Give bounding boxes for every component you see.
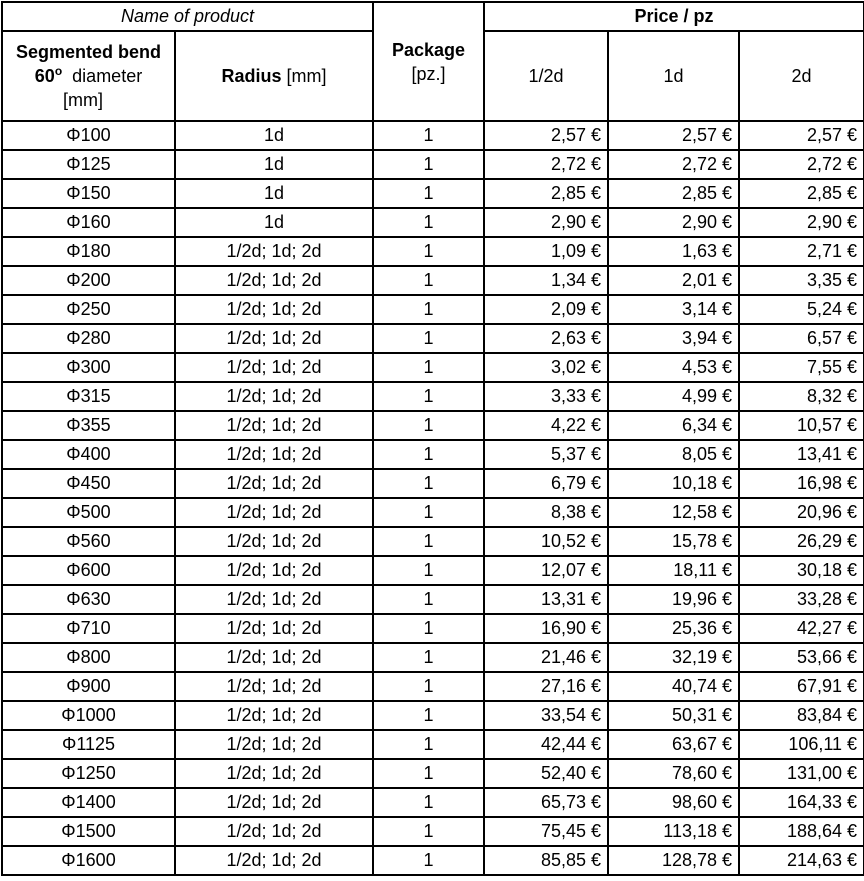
cell-radius: 1/2d; 1d; 2d <box>175 411 373 440</box>
cell-package: 1 <box>373 382 484 411</box>
package-header <box>373 2 484 121</box>
radius-label: Radius <box>221 66 282 86</box>
cell-radius: 1/2d; 1d; 2d <box>175 730 373 759</box>
cell-price-2d: 2,57 € <box>739 121 864 150</box>
cell-price-half: 21,46 € <box>484 643 608 672</box>
cell-price-half: 16,90 € <box>484 614 608 643</box>
cell-price-2d: 3,35 € <box>739 266 864 295</box>
cell-price-2d: 13,41 € <box>739 440 864 469</box>
cell-price-half: 27,16 € <box>484 672 608 701</box>
cell-radius: 1/2d; 1d; 2d <box>175 585 373 614</box>
cell-radius: 1/2d; 1d; 2d <box>175 440 373 469</box>
table-row <box>2 672 864 701</box>
cell-price-half: 42,44 € <box>484 730 608 759</box>
cell-price-1d: 10,18 € <box>608 469 739 498</box>
cell-diameter: Φ1500 <box>2 817 175 846</box>
cell-package: 1 <box>373 788 484 817</box>
cell-diameter: Φ150 <box>2 179 175 208</box>
cell-radius: 1/2d; 1d; 2d <box>175 498 373 527</box>
cell-price-2d: 42,27 € <box>739 614 864 643</box>
cell-price-2d: 2,71 € <box>739 237 864 266</box>
cell-package: 1 <box>373 237 484 266</box>
cell-price-1d: 128,78 € <box>608 846 739 875</box>
cell-package: 1 <box>373 208 484 237</box>
cell-price-1d: 2,72 € <box>608 150 739 179</box>
cell-diameter: Φ630 <box>2 585 175 614</box>
cell-diameter: Φ400 <box>2 440 175 469</box>
cell-diameter: Φ100 <box>2 121 175 150</box>
cell-price-2d: 2,85 € <box>739 179 864 208</box>
cell-price-1d: 2,85 € <box>608 179 739 208</box>
cell-price-1d: 25,36 € <box>608 614 739 643</box>
table-row <box>2 382 864 411</box>
cell-diameter: Φ1250 <box>2 759 175 788</box>
cell-price-half: 5,37 € <box>484 440 608 469</box>
cell-radius: 1/2d; 1d; 2d <box>175 237 373 266</box>
cell-package: 1 <box>373 585 484 614</box>
cell-package: 1 <box>373 295 484 324</box>
angle-value: 60 <box>34 66 55 86</box>
diameter-word: diameter <box>72 66 143 86</box>
cell-price-half: 13,31 € <box>484 585 608 614</box>
cell-diameter: Φ900 <box>2 672 175 701</box>
cell-radius: 1/2d; 1d; 2d <box>175 527 373 556</box>
cell-package: 1 <box>373 817 484 846</box>
table-row <box>2 730 864 759</box>
price-header: Price / pz <box>484 2 864 31</box>
cell-price-1d: 32,19 € <box>608 643 739 672</box>
cell-price-1d: 4,99 € <box>608 382 739 411</box>
table-row <box>2 208 864 237</box>
cell-price-1d: 113,18 € <box>608 817 739 846</box>
cell-price-1d: 6,34 € <box>608 411 739 440</box>
cell-price-1d: 98,60 € <box>608 788 739 817</box>
segmented-bend-label: Segmented bend <box>15 42 162 62</box>
cell-diameter: Φ180 <box>2 237 175 266</box>
cell-price-2d: 2,72 € <box>739 150 864 179</box>
cell-price-2d: 8,32 € <box>739 382 864 411</box>
cell-package: 1 <box>373 440 484 469</box>
cell-price-2d: 83,84 € <box>739 701 864 730</box>
table-row <box>2 498 864 527</box>
table-row <box>2 295 864 324</box>
cell-diameter: Φ280 <box>2 324 175 353</box>
table-row <box>2 846 864 875</box>
cell-package: 1 <box>373 556 484 585</box>
table-row <box>2 701 864 730</box>
degree-mark: o <box>54 64 63 78</box>
cell-price-1d: 18,11 € <box>608 556 739 585</box>
cell-package: 1 <box>373 527 484 556</box>
cell-price-half: 2,90 € <box>484 208 608 237</box>
cell-price-2d: 16,98 € <box>739 469 864 498</box>
radius-unit: [mm] <box>286 66 327 86</box>
cell-price-half: 1,34 € <box>484 266 608 295</box>
cell-price-1d: 3,94 € <box>608 324 739 353</box>
cell-price-2d: 33,28 € <box>739 585 864 614</box>
cell-package: 1 <box>373 730 484 759</box>
cell-price-half: 12,07 € <box>484 556 608 585</box>
cell-diameter: Φ500 <box>2 498 175 527</box>
cell-price-2d: 6,57 € <box>739 324 864 353</box>
cell-diameter: Φ160 <box>2 208 175 237</box>
cell-diameter: Φ1600 <box>2 846 175 875</box>
table-row <box>2 324 864 353</box>
cell-package: 1 <box>373 266 484 295</box>
cell-radius: 1/2d; 1d; 2d <box>175 469 373 498</box>
cell-radius: 1/2d; 1d; 2d <box>175 324 373 353</box>
cell-price-half: 33,54 € <box>484 701 608 730</box>
table-row <box>2 179 864 208</box>
cell-package: 1 <box>373 846 484 875</box>
cell-price-half: 65,73 € <box>484 788 608 817</box>
cell-package: 1 <box>373 411 484 440</box>
table-row <box>2 817 864 846</box>
radius-header <box>175 31 373 121</box>
cell-price-1d: 50,31 € <box>608 701 739 730</box>
cell-price-2d: 10,57 € <box>739 411 864 440</box>
cell-radius: 1/2d; 1d; 2d <box>175 614 373 643</box>
cell-radius: 1d <box>175 121 373 150</box>
cell-package: 1 <box>373 614 484 643</box>
cell-price-2d: 7,55 € <box>739 353 864 382</box>
cell-diameter: Φ600 <box>2 556 175 585</box>
cell-price-2d: 53,66 € <box>739 643 864 672</box>
table-row <box>2 643 864 672</box>
cell-diameter: Φ800 <box>2 643 175 672</box>
table-row <box>2 353 864 382</box>
table-row <box>2 121 864 150</box>
cell-radius: 1/2d; 1d; 2d <box>175 295 373 324</box>
cell-package: 1 <box>373 498 484 527</box>
cell-price-half: 85,85 € <box>484 846 608 875</box>
cell-price-half: 2,57 € <box>484 121 608 150</box>
table-row <box>2 440 864 469</box>
cell-price-half: 2,09 € <box>484 295 608 324</box>
cell-price-half: 10,52 € <box>484 527 608 556</box>
cell-radius: 1/2d; 1d; 2d <box>175 672 373 701</box>
name-of-product-header: Name of product <box>2 2 373 31</box>
cell-price-2d: 20,96 € <box>739 498 864 527</box>
cell-price-half: 2,72 € <box>484 150 608 179</box>
cell-price-half: 6,79 € <box>484 469 608 498</box>
cell-radius: 1/2d; 1d; 2d <box>175 846 373 875</box>
table-row <box>2 266 864 295</box>
cell-radius: 1d <box>175 208 373 237</box>
cell-price-1d: 15,78 € <box>608 527 739 556</box>
cell-price-2d: 67,91 € <box>739 672 864 701</box>
cell-price-half: 1,09 € <box>484 237 608 266</box>
cell-price-1d: 63,67 € <box>608 730 739 759</box>
cell-price-1d: 12,58 € <box>608 498 739 527</box>
cell-diameter: Φ125 <box>2 150 175 179</box>
cell-price-2d: 5,24 € <box>739 295 864 324</box>
cell-diameter: Φ315 <box>2 382 175 411</box>
table-body <box>2 121 864 875</box>
cell-package: 1 <box>373 353 484 382</box>
cell-price-1d: 8,05 € <box>608 440 739 469</box>
cell-radius: 1/2d; 1d; 2d <box>175 353 373 382</box>
cell-diameter: Φ710 <box>2 614 175 643</box>
table-row <box>2 614 864 643</box>
cell-radius: 1d <box>175 179 373 208</box>
cell-price-1d: 2,90 € <box>608 208 739 237</box>
cell-radius: 1/2d; 1d; 2d <box>175 701 373 730</box>
cell-package: 1 <box>373 179 484 208</box>
cell-package: 1 <box>373 324 484 353</box>
cell-price-1d: 2,57 € <box>608 121 739 150</box>
cell-price-half: 2,63 € <box>484 324 608 353</box>
table-row <box>2 527 864 556</box>
cell-price-2d: 164,33 € <box>739 788 864 817</box>
cell-radius: 1/2d; 1d; 2d <box>175 788 373 817</box>
price-col-1d: 1d <box>608 31 739 121</box>
table-row <box>2 150 864 179</box>
cell-package: 1 <box>373 643 484 672</box>
cell-price-1d: 78,60 € <box>608 759 739 788</box>
cell-price-1d: 19,96 € <box>608 585 739 614</box>
cell-price-1d: 2,01 € <box>608 266 739 295</box>
cell-radius: 1/2d; 1d; 2d <box>175 382 373 411</box>
cell-price-half: 8,38 € <box>484 498 608 527</box>
cell-price-2d: 2,90 € <box>739 208 864 237</box>
price-table <box>1 1 864 876</box>
cell-diameter: Φ200 <box>2 266 175 295</box>
cell-price-2d: 131,00 € <box>739 759 864 788</box>
cell-radius: 1/2d; 1d; 2d <box>175 817 373 846</box>
cell-price-2d: 26,29 € <box>739 527 864 556</box>
cell-price-half: 75,45 € <box>484 817 608 846</box>
table-row <box>2 411 864 440</box>
cell-price-half: 4,22 € <box>484 411 608 440</box>
cell-diameter: Φ1125 <box>2 730 175 759</box>
cell-radius: 1/2d; 1d; 2d <box>175 266 373 295</box>
package-unit: [pz.] <box>411 63 446 84</box>
table-row <box>2 556 864 585</box>
cell-price-half: 2,85 € <box>484 179 608 208</box>
cell-price-half: 52,40 € <box>484 759 608 788</box>
cell-price-1d: 40,74 € <box>608 672 739 701</box>
cell-diameter: Φ300 <box>2 353 175 382</box>
table-row <box>2 759 864 788</box>
cell-price-1d: 1,63 € <box>608 237 739 266</box>
cell-price-1d: 3,14 € <box>608 295 739 324</box>
cell-price-2d: 214,63 € <box>739 846 864 875</box>
cell-diameter: Φ355 <box>2 411 175 440</box>
cell-diameter: Φ450 <box>2 469 175 498</box>
cell-package: 1 <box>373 150 484 179</box>
cell-radius: 1d <box>175 150 373 179</box>
price-col-2d: 2d <box>739 31 864 121</box>
cell-radius: 1/2d; 1d; 2d <box>175 643 373 672</box>
cell-package: 1 <box>373 701 484 730</box>
cell-diameter: Φ560 <box>2 527 175 556</box>
cell-package: 1 <box>373 469 484 498</box>
cell-price-half: 3,02 € <box>484 353 608 382</box>
package-label: Package <box>391 39 466 60</box>
table-row <box>2 585 864 614</box>
table-row <box>2 788 864 817</box>
cell-radius: 1/2d; 1d; 2d <box>175 556 373 585</box>
diameter-unit: [mm] <box>63 90 103 110</box>
cell-diameter: Φ250 <box>2 295 175 324</box>
cell-price-1d: 4,53 € <box>608 353 739 382</box>
table-row <box>2 237 864 266</box>
diameter-header <box>2 31 175 121</box>
table-row <box>2 469 864 498</box>
cell-diameter: Φ1000 <box>2 701 175 730</box>
cell-package: 1 <box>373 121 484 150</box>
cell-price-2d: 188,64 € <box>739 817 864 846</box>
cell-package: 1 <box>373 672 484 701</box>
price-col-half: 1/2d <box>484 31 608 121</box>
cell-radius: 1/2d; 1d; 2d <box>175 759 373 788</box>
cell-price-half: 3,33 € <box>484 382 608 411</box>
cell-diameter: Φ1400 <box>2 788 175 817</box>
cell-price-2d: 30,18 € <box>739 556 864 585</box>
cell-package: 1 <box>373 759 484 788</box>
cell-price-2d: 106,11 € <box>739 730 864 759</box>
